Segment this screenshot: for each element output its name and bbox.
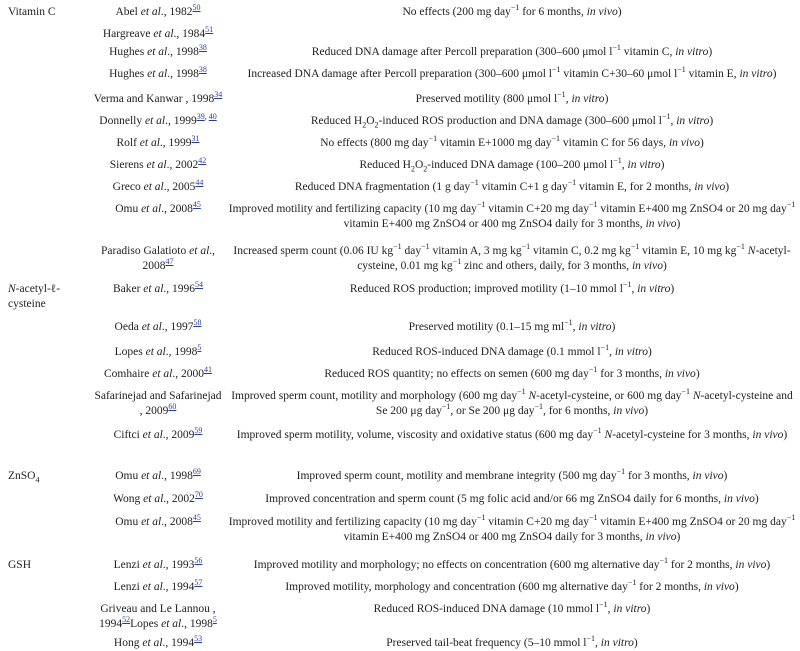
study-effect: Reduced ROS-induced DNA damage (10 mmol $l^{-1}$, in vitro) — [373, 600, 651, 615]
reference-link[interactable]: 44 — [195, 178, 204, 188]
study-effect: Improved sperm count, motility and membrane integrity (500 mg day$^{-1}$ for 3 months, in vivo) — [296, 467, 728, 482]
study-citation: Wong et al., 2002$^{70}$ — [113, 490, 203, 505]
antioxidant-name: Vitamin C — [8, 6, 56, 18]
study-effect: Improved motility, morphology and concentration (600 mg alternative day$^{-1}$ for 2 months, in vivo) — [285, 578, 739, 593]
reference-link[interactable]: 41 — [203, 365, 212, 375]
reference-link[interactable]: 54 — [195, 280, 204, 290]
reference-link[interactable]: 59 — [194, 426, 203, 436]
study-citation: Rolf et al., 1999$^{31}$ — [116, 134, 200, 149]
antioxidant-name: N-acetyl-ℓ-cysteine — [8, 283, 61, 310]
study-citation: Lenzi et al., 1993$^{56}$ — [113, 556, 203, 571]
study-citation: Donnelly et al., 1999$^{39, 40}$ — [99, 112, 217, 127]
study-effect: Preserved motility (800 μmol $l^{-1}$, in vitro) — [415, 90, 609, 105]
study-citation: Abel et al., 1982$^{50}$ — [115, 3, 201, 18]
reference-link[interactable]: 5 — [197, 343, 202, 353]
study-effect: Reduced DNA damage after Percoll preparation (300–600 μmol $l^{-1}$ vitamin C, in vitro) — [311, 43, 713, 58]
study-effect: Improved concentration and sperm count (5 mg folic acid and/or 66 mg ZnSO4 daily for 6 months, in vivo) — [265, 493, 759, 505]
reference-link[interactable]: 42 — [198, 156, 207, 166]
study-citation: Omu et al., 1998$^{69}$ — [115, 467, 201, 482]
study-citation: Paradiso Galatioto et al., 2008$^{47}$ — [100, 245, 216, 272]
study-effect: Preserved tail-beat frequency (5–10 mmol $l^{-1}$, in vitro) — [386, 634, 638, 649]
study-effect: No effects (200 mg day$^{-1}$ for 6 months, in vivo) — [402, 3, 622, 18]
reference-link[interactable]: 47 — [165, 257, 174, 267]
study-effect: Improved motility and fertilizing capacity (10 mg day$^{-1}$ vitamin C+20 mg day$^{-1}$ vitamin E+400 mg ZnSO4 or 20 mg day$^{-1}$ vitamin E+400 mg ZnSO4 or 400 mg ZnSO4 daily for 3 months, in vivo) — [228, 200, 796, 230]
reference-link[interactable]: 53 — [194, 634, 203, 644]
reference-link[interactable]: 58 — [193, 318, 202, 328]
study-effect: Reduced ROS quantity; no effects on semen (600 mg day$^{-1}$ for 3 months, in vivo) — [324, 365, 700, 380]
reference-link[interactable]: 57 — [194, 578, 203, 588]
study-citation: Hargreave et al., 1984$^{51}$ — [102, 25, 214, 40]
study-citation: Baker et al., 1996$^{54}$ — [112, 280, 204, 295]
antioxidant-name: GSH — [8, 559, 32, 571]
study-effect: No effects (800 mg day$^{-1}$ vitamin E+1000 mg day$^{-1}$ vitamin C for 56 days, in vivo) — [320, 134, 704, 149]
reference-link[interactable]: 70 — [194, 490, 203, 500]
reference-link[interactable]: 5 — [212, 615, 217, 625]
reference-link[interactable]: 45 — [192, 200, 201, 210]
study-citation: Lopes et al., 1998$^5$ — [114, 343, 202, 358]
study-citation: Ciftci et al., 2009$^{59}$ — [113, 426, 203, 441]
reference-link[interactable]: 52 — [122, 615, 131, 625]
study-effect: Reduced $H_2O_2$-induced ROS production and DNA damage (300–600 μmol $l^{-1}$, in vitro) — [310, 112, 714, 130]
study-effect: Improved sperm motility, volume, viscosity and oxidative status (600 mg day$^{-1}$ N-acetyl-cysteine for 3 months, in vivo) — [236, 426, 788, 441]
study-citation: Hughes et al., 1998$^{38}$ — [109, 65, 207, 80]
study-citation: Verma and Kanwar , 1998$^{34}$ — [93, 90, 223, 105]
study-effect: Improved motility and morphology; no effects on concentration (600 mg alternative day$^{-1}$ for 2 months, in vivo) — [253, 556, 771, 571]
reference-link[interactable]: 50 — [192, 3, 201, 13]
study-effect: Reduced ROS-induced DNA damage (0.1 mmol $l^{-1}$, in vitro) — [372, 343, 652, 358]
study-effect: Increased DNA damage after Percoll preparation (300–600 μmol $l^{-1}$ vitamin C+30–60 μmol $l^{-1}$ vitamin E, in vitro) — [247, 65, 777, 80]
study-effect: Improved motility and fertilizing capacity (10 mg day$^{-1}$ vitamin C+20 mg day$^{-1}$ vitamin E+400 mg ZnSO4 or 20 mg day$^{-1}$ vitamin E+400 mg ZnSO4 or 400 mg ZnSO4 daily for 3 months, in vivo) — [228, 513, 796, 543]
reference-link[interactable]: 40 — [208, 112, 217, 122]
study-citation: Omu et al., 2008$^{45}$ — [115, 513, 201, 528]
reference-link[interactable]: 34 — [214, 90, 223, 100]
study-citation: Safarinejad and Safarinejad , 2009$^{60}$ — [94, 390, 222, 417]
study-effect: Reduced ROS production; improved motility (1–10 mmol $l^{-1}$, in vitro) — [349, 280, 675, 295]
study-citation: Sierens et al., 2002$^{42}$ — [109, 156, 207, 171]
study-effect: Reduced $H_2O_2$-induced DNA damage (100–200 μmol $l^{-1}$, in vitro) — [359, 156, 665, 174]
reference-link[interactable]: 38 — [198, 43, 207, 53]
reference-link[interactable]: 69 — [192, 467, 201, 477]
study-citation: Comhaire et al., 2000$^{41}$ — [104, 365, 212, 380]
study-citation: Griveau and Le Lannou , 1994$^{52}$Lopes et al., 1998$^5$ — [99, 603, 217, 630]
reference-link[interactable]: 60 — [168, 402, 177, 412]
study-effect: Preserved motility (0.1–15 mg $ml^{-1}$, in vitro) — [408, 318, 616, 333]
study-effect: Increased sperm count (0.06 IU $kg^{-1}$ day$^{-1}$ vitamin A, 3 mg $kg^{-1}$ vitamin C, 0.2 mg $kg^{-1}$ vitamin E, 10 mg $kg^{-1}$ N-acetyl-cysteine, 0.01 mg $kg^{-1}$ zinc and others, daily, for 3 months, in vivo) — [233, 242, 791, 272]
reference-link[interactable]: 39 — [196, 112, 205, 122]
reference-link[interactable]: 45 — [192, 513, 201, 523]
study-effect: Reduced DNA fragmentation (1 g day$^{-1}$ vitamin C+1 g day$^{-1}$ vitamin E, for 2 months, in vivo) — [294, 178, 730, 193]
reference-link[interactable]: 56 — [194, 556, 203, 566]
study-citation: Omu et al., 2008$^{45}$ — [115, 200, 201, 215]
study-citation: Lenzi et al., 1994$^{57}$ — [113, 578, 203, 593]
study-effect: Improved sperm count, motility and morphology (600 mg day$^{-1}$ N-acetyl-cysteine, or 600 mg day$^{-1}$ N-acetyl-cysteine and Se 200 μg day$^{-1}$, or Se 200 μg day$^{-1}$, for 6 months, in vivo) — [231, 387, 793, 417]
antioxidant-name: ZnSO$_4$ — [8, 470, 40, 485]
reference-link[interactable]: 31 — [191, 134, 200, 144]
reference-link[interactable]: 51 — [205, 25, 214, 35]
study-citation: Hughes et al., 1998$^{38}$ — [109, 43, 207, 58]
study-citation: Greco et al., 2005$^{44}$ — [112, 178, 204, 193]
reference-link[interactable]: 38 — [198, 65, 207, 75]
study-citation: Hong et al., 1994$^{53}$ — [113, 634, 203, 649]
study-citation-second: Lopes et al., 1998$^5$ — [130, 615, 217, 630]
study-citation: Oeda et al., 1997$^{58}$ — [114, 318, 202, 333]
